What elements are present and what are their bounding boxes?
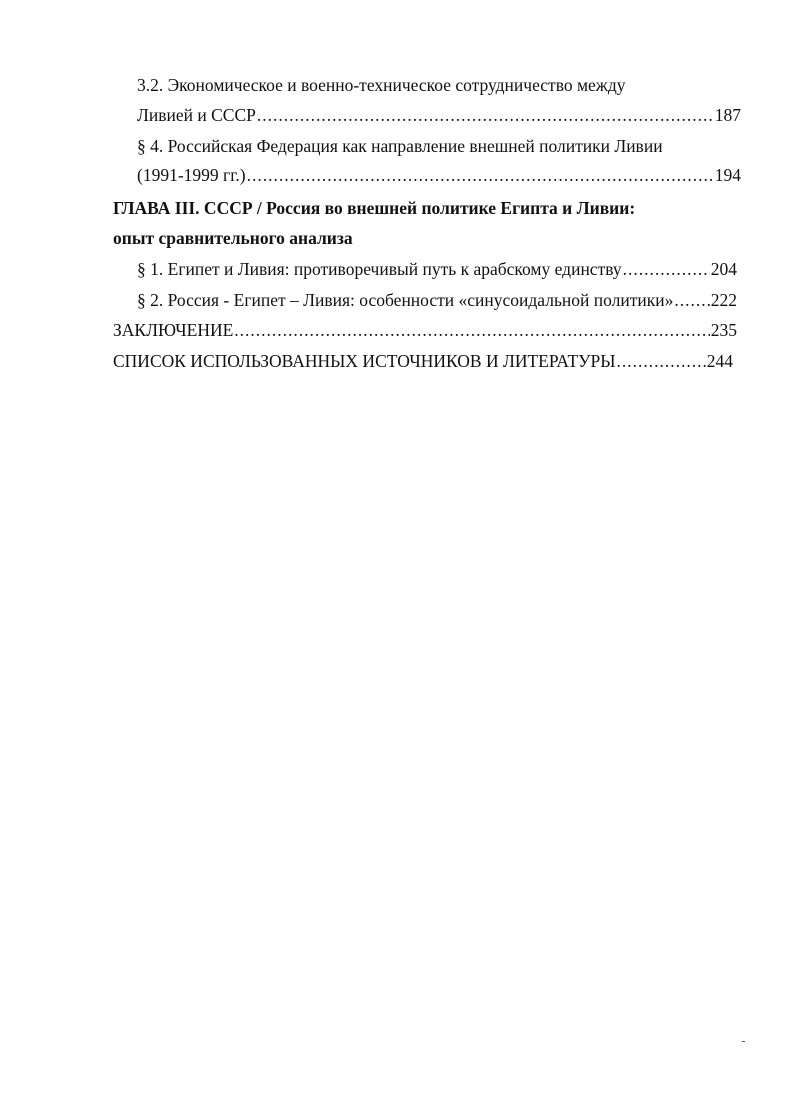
dot-leader (257, 104, 714, 126)
page-number: 204 (710, 259, 737, 279)
chapter-3-heading-line1: ГЛАВА III. СССР / Россия во внешней политике Египта и Ливии: (113, 198, 636, 218)
toc-entry-section4-leader (137, 164, 741, 186)
dot-leader (617, 350, 706, 372)
page-number: 187 (714, 105, 741, 125)
page-number: 222 (710, 290, 737, 310)
toc-entry-text: ЗАКЛЮЧЕНИЕ (113, 320, 234, 340)
chapter-3-heading-line2: опыт сравнительного анализа (113, 228, 353, 248)
page-number: 244 (706, 351, 733, 371)
toc-entry-sources (113, 350, 733, 372)
page-number: 235 (710, 320, 737, 340)
toc-entry-text: § 2. Россия - Египет – Ливия: особенности «синусоидальной политики» (137, 290, 674, 310)
toc-entry-text: СПИСОК ИСПОЛЬЗОВАННЫХ ИСТОЧНИКОВ И ЛИТЕРАТУРЫ (113, 351, 616, 371)
dot-leader (674, 289, 709, 311)
toc-entry-section4-title: § 4. Российская Федерация как направление внешней политики Ливии (137, 136, 663, 156)
toc-entry-chapter3-section2 (137, 289, 737, 311)
scan-speck (742, 1041, 745, 1042)
toc-entry-3-2-title: 3.2. Экономическое и военно-техническое сотрудничество между (137, 75, 626, 95)
toc-entry-3-2-leader (137, 104, 741, 126)
toc-entry-text: Ливией и СССР (137, 105, 256, 125)
toc-entry-text: (1991-1999 гг.) (137, 165, 246, 185)
dot-leader (247, 164, 714, 186)
toc-entry-conclusion (113, 319, 737, 341)
dot-leader (234, 319, 709, 341)
toc-entry-chapter3-section1 (137, 258, 737, 280)
dot-leader (623, 258, 710, 280)
toc-entry-text: § 1. Египет и Ливия: противоречивый путь к арабскому единству (137, 259, 622, 279)
page-number: 194 (714, 165, 741, 185)
